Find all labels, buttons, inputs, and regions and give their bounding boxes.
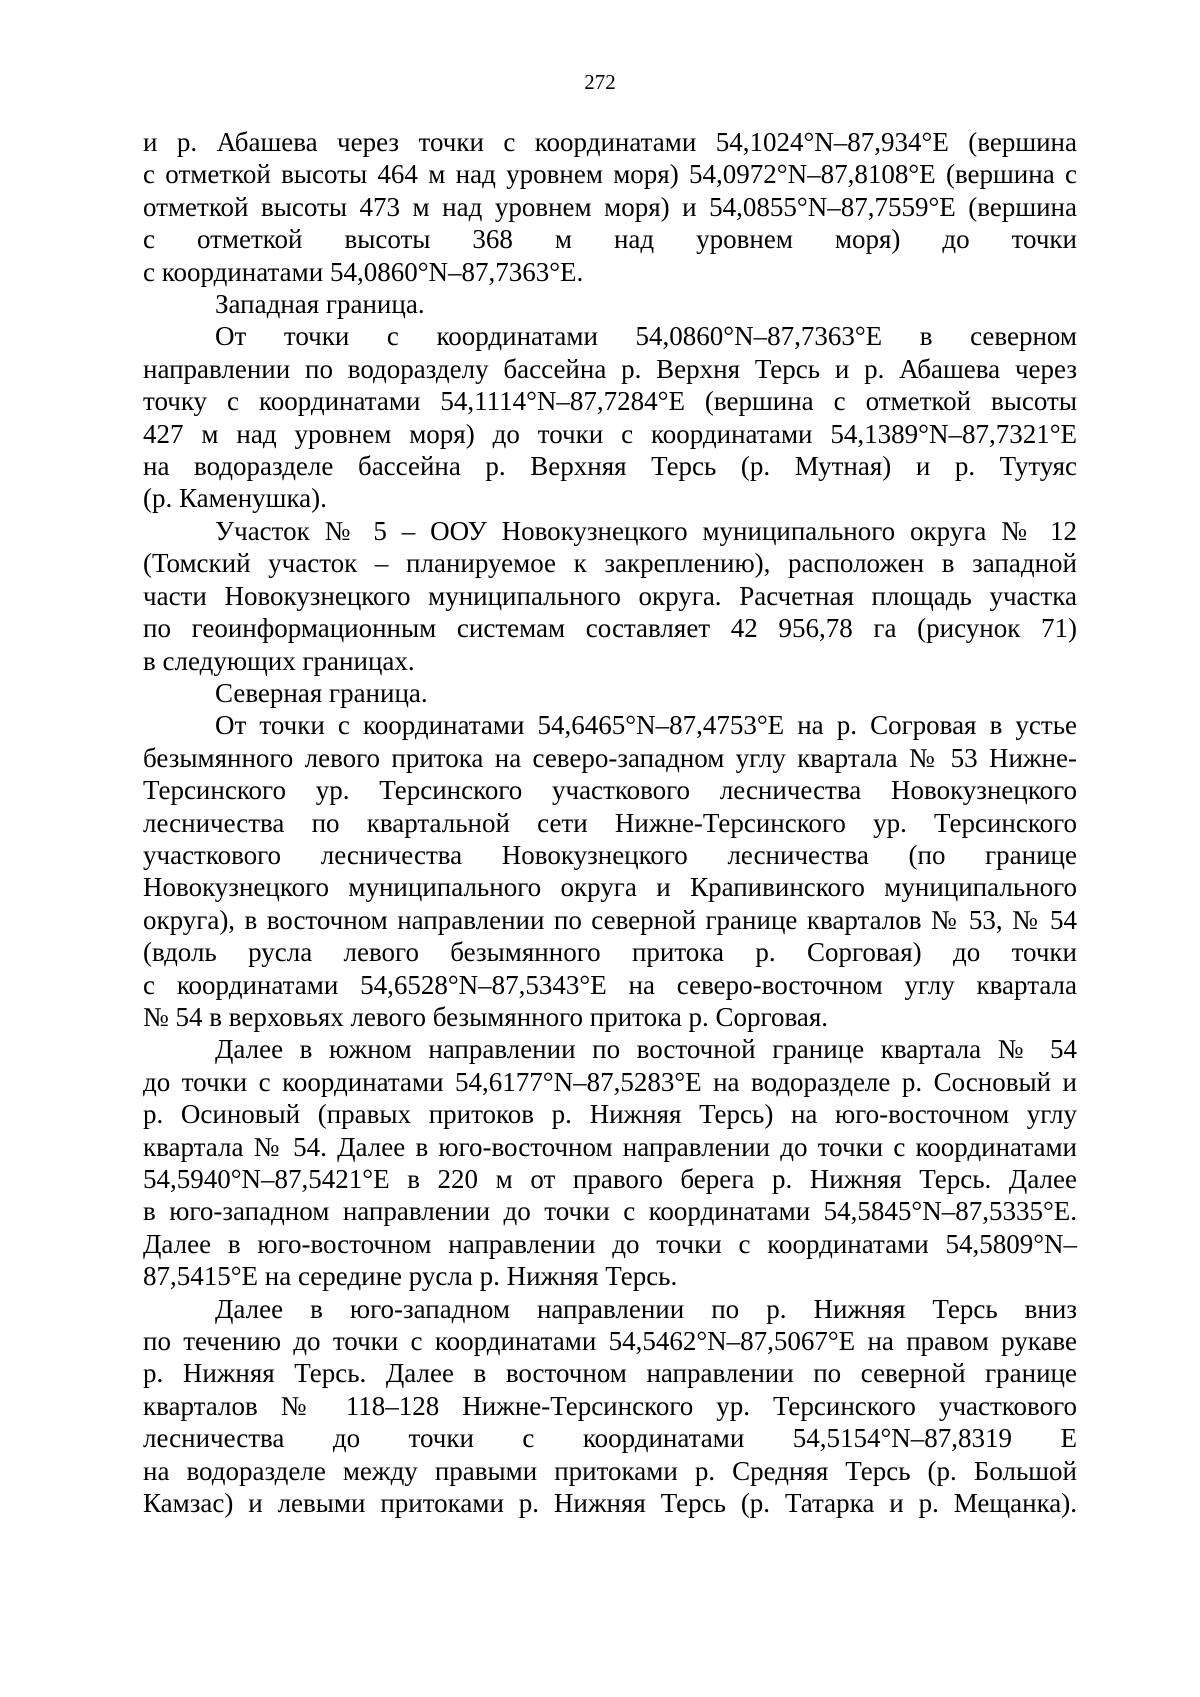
text-line: От точки с координатами 54,0860°N–87,7363°E в северном xyxy=(215,321,1077,352)
text-line: Далее в юго-восточном направлении до точки с координатами 54,5809°N– xyxy=(143,1228,1077,1259)
text-line: до точки с координатами 54,6177°N–87,5283°E на водоразделе р. Сосновый и xyxy=(143,1066,1077,1097)
text-line: и р. Абашева через точки с координатами 54,1024°N–87,934°E (вершина xyxy=(143,127,1077,157)
text-line: с координатами 54,0860°N–87,7363°E. xyxy=(143,256,584,287)
paragraph-south-direction xyxy=(143,1033,1077,1292)
text-line: Западная граница. xyxy=(215,289,425,320)
paragraph-north-boundary xyxy=(143,709,1077,1033)
text-line: (вдоль русла левого безымянного притока р. Сорговая) до точки xyxy=(143,937,1077,968)
text-line: в юго-западном направлении до точки с координатами 54,5845°N–87,5335°E. xyxy=(143,1196,1077,1227)
text-line: направлении по водоразделу бассейна р. Верхня Терсь и р. Абашева через xyxy=(143,353,1077,384)
text-line: безымянного левого притока на северо-западном углу квартала № 53 Нижне- xyxy=(143,742,1077,773)
paragraph-continuation xyxy=(143,126,1077,288)
section-heading-north xyxy=(143,677,1077,709)
text-line: на водоразделе бассейна р. Верхняя Терсь (р. Мутная) и р. Тутуяс xyxy=(143,451,1077,482)
text-line: кварталов № 118–128 Нижне-Терсинского ур. Терсинского участкового xyxy=(143,1390,1077,1421)
paragraph-southwest-direction xyxy=(143,1293,1077,1520)
text-line: по течению до точки с координатами 54,5462°N–87,5067°E на правом рукаве xyxy=(143,1326,1077,1357)
text-line: 54,5940°N–87,5421°E в 220 м от правого берега р. Нижняя Терсь. Далее xyxy=(143,1164,1077,1194)
text-line: лесничества до точки с координатами 54,5154°N–87,8319 E xyxy=(143,1423,1077,1454)
text-line: Северная граница. xyxy=(215,677,428,708)
text-line: с координатами 54,6528°N–87,5343°E на северо-восточном углу квартала xyxy=(143,969,1077,1000)
text-line: № 54 в верховьях левого безымянного притока р. Сорговая. xyxy=(143,1001,829,1032)
text-line: лесничества по квартальной сети Нижне-Терсинского ур. Терсинского xyxy=(143,807,1077,838)
text-line: участкового лесничества Новокузнецкого лесничества (по границе xyxy=(143,839,1077,870)
text-line: р. Нижняя Терсь. Далее в восточном направлении по северной границе xyxy=(143,1358,1077,1389)
section-heading-west xyxy=(143,288,1077,320)
text-line: Терсинского ур. Терсинского участкового лесничества Новокузнецкого xyxy=(143,775,1077,806)
text-line: на водоразделе между правыми притоками р. Средняя Терсь (р. Большой xyxy=(143,1455,1077,1486)
text-line: точку с координатами 54,1114°N–87,7284°E (вершина с отметкой высоты xyxy=(143,386,1077,417)
text-line: (р. Каменушка). xyxy=(143,483,327,514)
document-body xyxy=(143,126,1077,1519)
text-line: в следующих границах. xyxy=(143,645,415,676)
text-line: Камзас) и левыми притоками р. Нижняя Терсь (р. Татарка и р. Мещанка). xyxy=(143,1488,1077,1519)
text-line: р. Осиновый (правых притоков р. Нижняя Терсь) на юго-восточном углу xyxy=(143,1099,1077,1130)
text-line: Новокузнецкого муниципального округа и Крапивинского муниципального xyxy=(143,872,1077,903)
text-line: От точки с координатами 54,6465°N–87,4753°E на р. Согровая в устье xyxy=(215,710,1077,741)
text-line: части Новокузнецкого муниципального округа. Расчетная площадь участка xyxy=(143,580,1077,611)
text-line: квартала № 54. Далее в юго-восточном направлении до точки с координатами xyxy=(143,1131,1077,1162)
paragraph-plot-5 xyxy=(143,515,1077,677)
text-line: с отметкой высоты 368 м над уровнем моря) до точки xyxy=(143,224,1077,255)
text-line: 427 м над уровнем моря) до точки с координатами 54,1389°N–87,7321°E xyxy=(143,418,1077,449)
text-line: (Томский участок – планируемое к закреплению), расположен в западной xyxy=(143,548,1077,579)
text-line: 87,5415°E на середине русла р. Нижняя Терсь. xyxy=(143,1261,678,1292)
text-line: Участок № 5 – ООУ Новокузнецкого муниципального округа № 12 xyxy=(215,515,1077,546)
text-line: отметкой высоты 473 м над уровнем моря) и 54,0855°N–87,7559°E (вершина xyxy=(143,191,1077,222)
paragraph-west-boundary xyxy=(143,320,1077,514)
text-line: Далее в юго-западном направлении по р. Нижняя Терсь вниз xyxy=(215,1293,1077,1324)
text-line: округа), в восточном направлении по северной границе кварталов № 53, № 54 xyxy=(143,904,1077,935)
text-line: по геоинформационным системам составляет 42 956,78 га (рисунок 71) xyxy=(143,613,1077,644)
page-number: 272 xyxy=(584,70,616,94)
text-line: Далее в южном направлении по восточной границе квартала № 54 xyxy=(215,1034,1077,1065)
text-line: с отметкой высоты 464 м над уровнем моря) 54,0972°N–87,8108°E (вершина с xyxy=(143,159,1077,190)
